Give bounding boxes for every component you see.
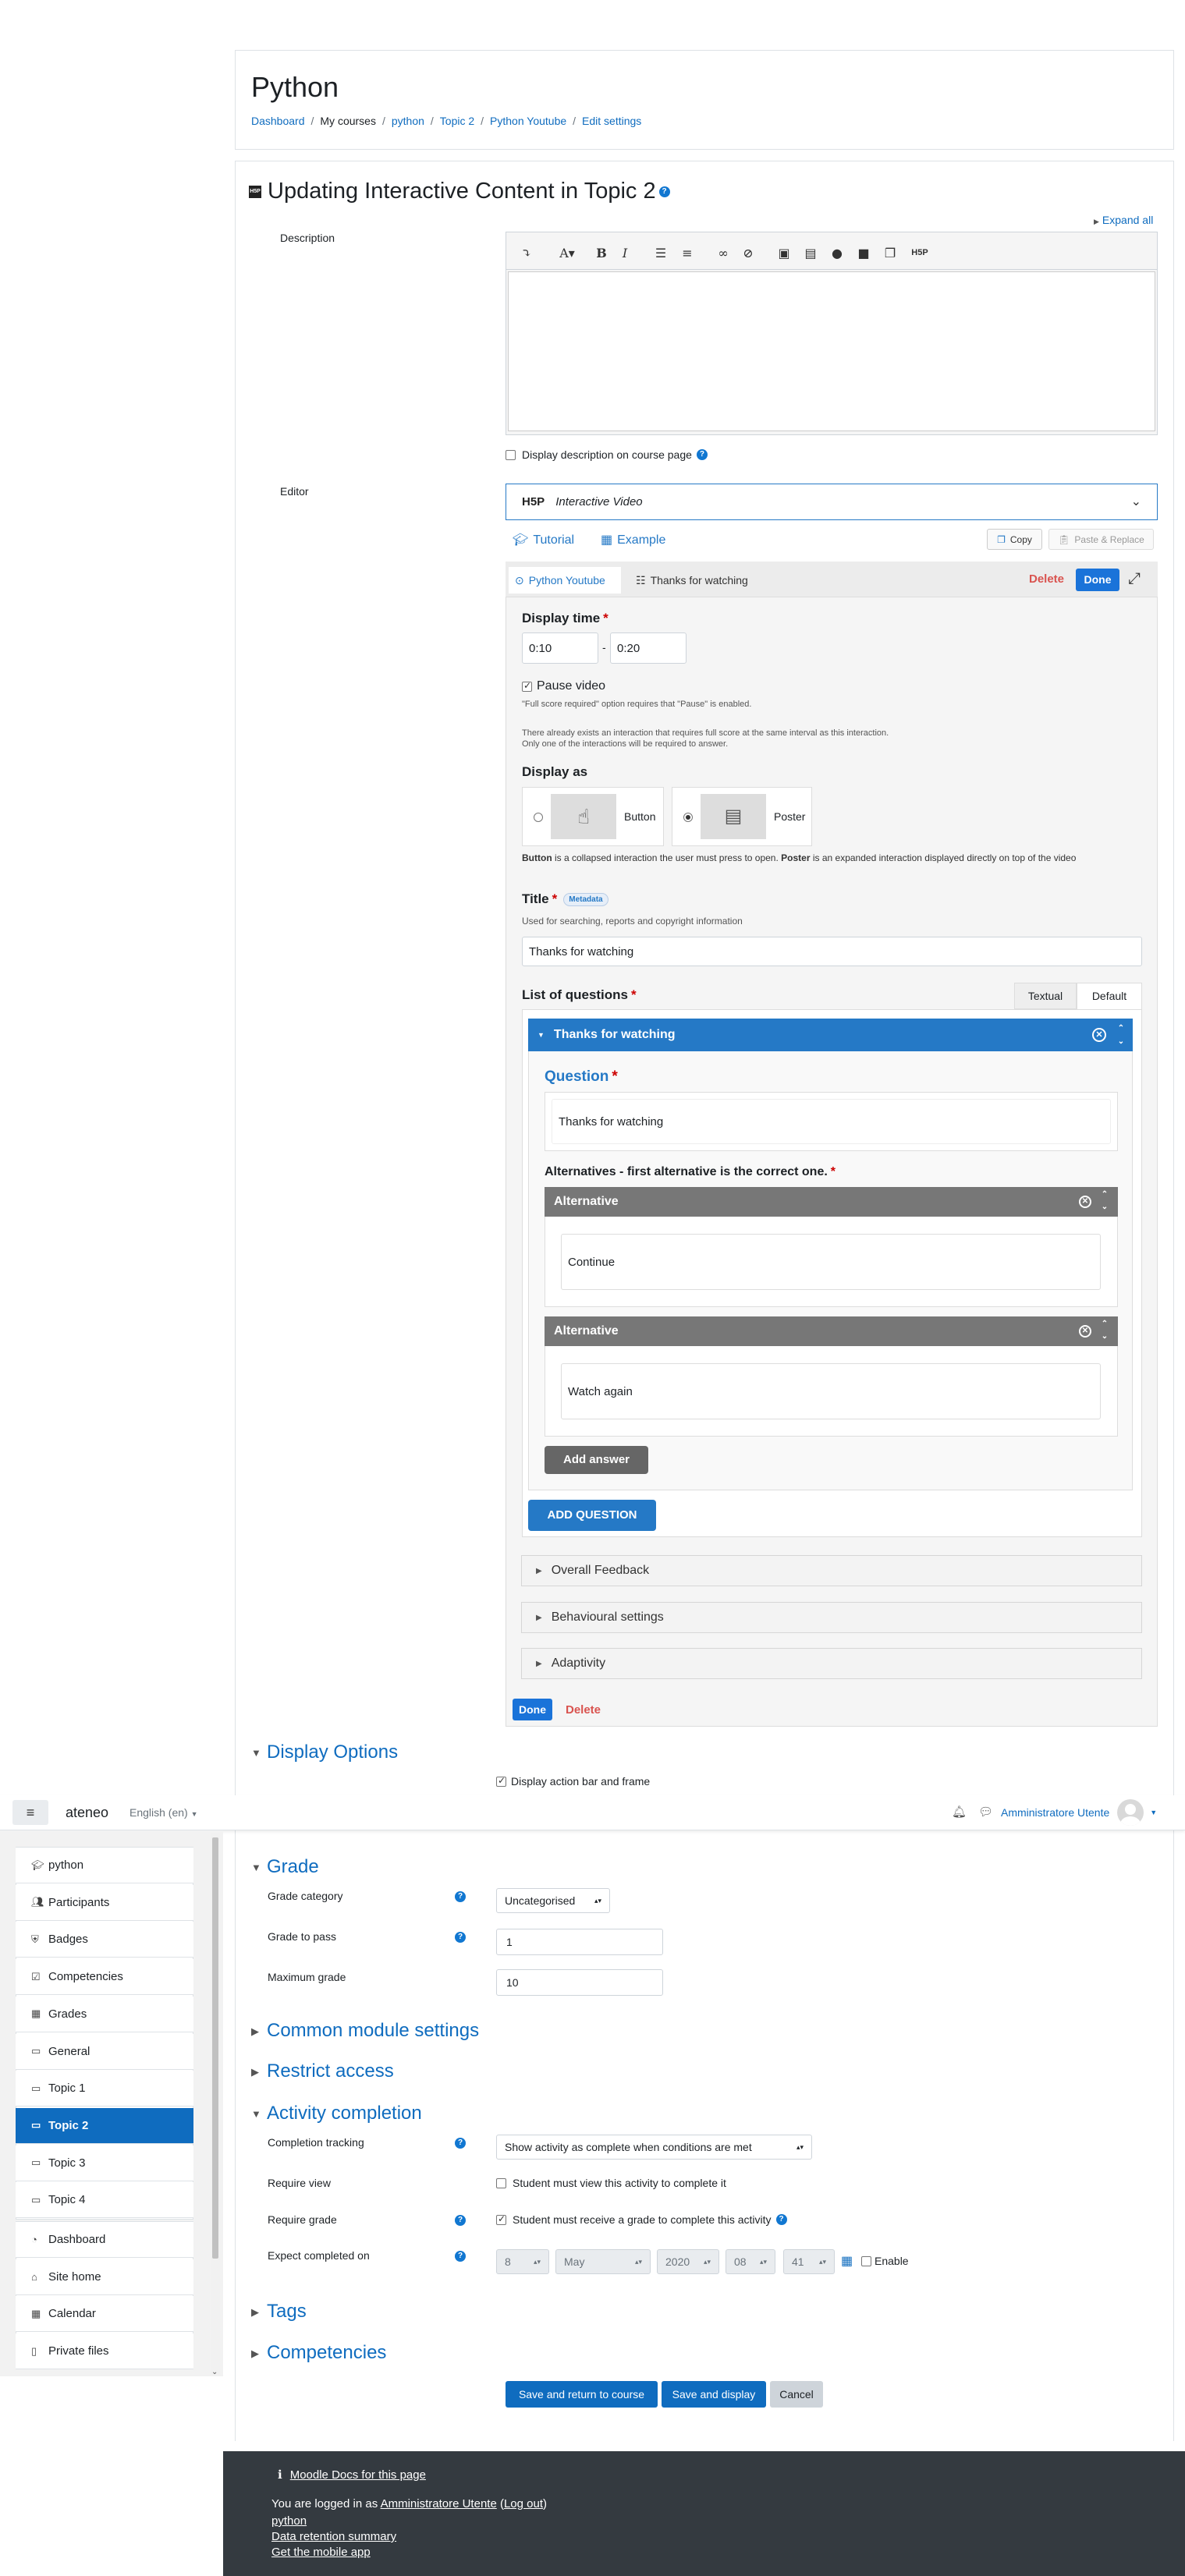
example-icon: ▦ — [601, 533, 613, 547]
data-retention-link[interactable]: Data retention summary — [271, 2530, 397, 2543]
overall-feedback-section[interactable]: ▶ Overall Feedback — [521, 1555, 1142, 1586]
video-icon[interactable]: ■ — [857, 245, 870, 260]
sidebar-item-label: Topic 4 — [48, 2193, 86, 2207]
save-return-button[interactable]: Save and return to course — [506, 2381, 658, 2408]
caret-right-icon: ▶ — [1094, 218, 1099, 225]
display-as-label: Display as — [522, 764, 588, 779]
media-icon[interactable]: ▤ — [804, 245, 817, 260]
help-icon[interactable]: ? — [659, 186, 670, 197]
logged-in-info: You are logged in as Amministratore Utente (Log out) — [271, 2497, 548, 2510]
question-group-header[interactable]: ▼ Thanks for watching ✕ ⌃ ⌄ — [528, 1019, 1133, 1051]
info-icon: ℹ — [278, 2468, 282, 2482]
default-tab[interactable]: Default — [1077, 983, 1142, 1009]
help-icon[interactable]: ? — [776, 2214, 787, 2225]
display-action-bar-option: ✓ Display action bar and frame — [496, 1775, 650, 1788]
toolbar-toggle-icon[interactable]: ⤵ — [521, 245, 532, 260]
graduation-cap-icon: 🎓︎ — [513, 533, 529, 547]
caret-right-icon: ▶ — [251, 2305, 259, 2318]
drawer-toggle-button[interactable]: ≡ — [12, 1800, 48, 1825]
sidebar-item-label: Site home — [48, 2270, 101, 2284]
tags-header[interactable]: ▶ Tags — [251, 2301, 307, 2322]
completion-tracking-select[interactable]: Show activity as complete when conditions are met ▴▾ — [496, 2135, 812, 2160]
calendar-icon[interactable]: ▦ — [841, 2255, 853, 2268]
paste-replace-button[interactable]: 📋︎ Paste & Replace — [1048, 529, 1154, 550]
caret-down-icon: ▼ — [1150, 1809, 1158, 1816]
paste-icon: 📋︎ — [1058, 533, 1070, 545]
sidebar-item-label: Dashboard — [48, 2233, 106, 2246]
breadcrumb-activity[interactable]: Python Youtube — [490, 115, 567, 127]
list-questions-label: List of questions * — [522, 987, 637, 1002]
competencies-header[interactable]: ▶ Competencies — [251, 2342, 387, 2363]
add-question-button[interactable]: ADD QUESTION — [528, 1500, 656, 1531]
time-to-input[interactable]: 0:20 — [610, 632, 687, 664]
graduation-cap-icon: 🎓︎ — [31, 1858, 44, 1871]
delete-link-bottom[interactable]: Delete — [566, 1703, 601, 1717]
page-header-card — [235, 50, 1174, 150]
breadcrumb: Dashboard / My courses / python / Topic 2 / Python Youtube / Edit settings — [251, 115, 642, 127]
grade-category-select[interactable]: Uncategorised ▴▾ — [496, 1888, 610, 1913]
example-link[interactable]: ▦ Example — [601, 533, 666, 547]
unlink-icon[interactable]: ⊘ — [743, 245, 754, 260]
select-arrows-icon: ▴▾ — [594, 1896, 601, 1905]
behavioural-settings-section[interactable]: ▶ Behavioural settings — [521, 1602, 1142, 1633]
enable-date-option: Enable — [861, 2255, 909, 2267]
bold-icon[interactable]: B — [596, 245, 607, 260]
display-as-button-option[interactable]: ☝︎ Button — [522, 787, 664, 846]
page-title: Python — [251, 71, 339, 103]
day-select[interactable]: 8 ▴▾ — [496, 2249, 549, 2274]
help-icon[interactable]: ? — [455, 1891, 466, 1902]
reorder-arrows-icon[interactable]: ⌃ ⌄ — [1101, 1190, 1109, 1211]
require-view-checkbox[interactable] — [496, 2178, 506, 2188]
button-preview-icon: ☝︎ — [551, 794, 616, 839]
select-arrows-icon: ▴▾ — [703, 2257, 711, 2266]
expand-all-link[interactable]: ▶ Expand all — [1094, 214, 1154, 226]
user-menu[interactable]: Amministratore Utente ▼ — [1001, 1799, 1157, 1826]
avatar — [1117, 1799, 1144, 1826]
enable-checkbox[interactable] — [861, 2256, 871, 2266]
bullet-list-icon[interactable]: ☰ — [655, 245, 667, 260]
caret-down-icon: ▼ — [251, 2108, 261, 2121]
caret-right-icon: ▶ — [536, 1566, 542, 1575]
numbered-list-icon[interactable]: ≡ — [682, 245, 693, 260]
display-description-option: Display description on course page ? — [506, 448, 708, 461]
folder-icon: ▭ — [31, 2045, 41, 2057]
display-options-header[interactable]: ▼ Display Options — [251, 1742, 399, 1763]
require-grade-checkbox[interactable] — [496, 2215, 506, 2225]
metadata-button[interactable]: Metadata — [563, 893, 608, 906]
sidebar-item-participants[interactable] — [16, 1885, 193, 1921]
title-input[interactable]: Thanks for watching — [522, 937, 1142, 966]
sidebar-item-general[interactable] — [16, 2034, 193, 2070]
h5p-insert-icon[interactable]: H5P — [911, 248, 928, 257]
manage-files-icon[interactable]: ❐ — [884, 245, 896, 260]
footer-links — [271, 2514, 396, 2560]
tab-thanks-for-watching[interactable]: ☷ Thanks for watching — [636, 573, 748, 586]
caret-right-icon: ▶ — [251, 2025, 259, 2037]
caret-right-icon: ▶ — [251, 2065, 259, 2078]
fullscreen-icon[interactable]: ⤢ — [1128, 570, 1141, 587]
folder-icon: ▭ — [31, 2156, 41, 2169]
remove-alternative-icon[interactable]: ✕ — [1079, 1325, 1091, 1338]
add-answer-button[interactable]: Add answer — [545, 1446, 648, 1474]
full-score-warning: There already exists an interaction that requires full score at the same interval as this interaction. Only one of the interactions will be required to answer. — [522, 728, 889, 749]
caret-right-icon: ▶ — [251, 2347, 259, 2359]
year-select[interactable]: 2020 ▴▾ — [657, 2249, 719, 2274]
select-arrows-icon: ▴▾ — [759, 2257, 767, 2266]
users-icon: 👥︎ — [31, 1896, 44, 1908]
alternative-input[interactable]: Watch again — [561, 1363, 1101, 1419]
minute-select[interactable]: 41 ▴▾ — [783, 2249, 835, 2274]
sidebar-item-python[interactable] — [16, 1848, 193, 1883]
textual-tab[interactable]: Textual — [1014, 983, 1077, 1009]
breadcrumb-my-courses: My courses — [320, 115, 376, 127]
tab-python-youtube[interactable]: ⊙ Python Youtube — [509, 567, 621, 594]
maximum-grade-label: Maximum grade — [268, 1971, 346, 1983]
hvp-type-selector[interactable]: H5P Interactive Video ⌄ — [506, 484, 1158, 520]
select-arrows-icon: ▴▾ — [533, 2257, 541, 2266]
alternative-header-1[interactable]: Alternative ✕ ⌃ ⌄ — [545, 1187, 1118, 1217]
cancel-button[interactable]: Cancel — [770, 2381, 823, 2408]
sidebar-item-topic-1[interactable] — [16, 2071, 193, 2107]
alternative-body-1 — [545, 1217, 1118, 1307]
folder-icon: ▭ — [31, 2193, 41, 2206]
sidebar-item-label: python — [48, 1858, 84, 1872]
done-button[interactable]: Done — [1076, 569, 1119, 591]
pause-note: "Full score required" option requires that "Pause" is enabled. — [522, 700, 752, 709]
question-input[interactable]: Thanks for watching — [552, 1099, 1111, 1144]
link-icon[interactable]: ∞ — [718, 245, 729, 260]
breadcrumb-edit-settings[interactable]: Edit settings — [582, 115, 642, 127]
dashboard-icon: ◔ — [31, 2234, 37, 2245]
play-icon: ⊙ — [515, 573, 524, 586]
display-as-poster-option[interactable]: ▤ Poster — [672, 787, 812, 846]
hour-select[interactable]: 08 ▴▾ — [726, 2249, 775, 2274]
mobile-app-link[interactable]: Get the mobile app — [271, 2546, 371, 2559]
remove-question-icon[interactable]: ✕ — [1092, 1028, 1106, 1042]
site-name[interactable]: ateneo — [66, 1805, 109, 1820]
caret-down-icon: ▼ — [190, 1810, 198, 1818]
radio-poster[interactable] — [683, 813, 693, 822]
select-arrows-icon: ▴▾ — [634, 2257, 642, 2266]
title-help: Used for searching, reports and copyright information — [522, 916, 743, 927]
sidebar-item-topic-4[interactable] — [16, 2182, 193, 2218]
editor-label: Editor — [280, 485, 309, 498]
alternative-body-2 — [545, 1346, 1118, 1437]
sidebar-item-label: Competencies — [48, 1970, 123, 1984]
drawer-scrollbar[interactable] — [211, 1833, 220, 2375]
pause-video-option: ✓ Pause video — [522, 679, 605, 693]
copy-icon: ❐ — [997, 533, 1006, 545]
sidebar-item-competencies[interactable] — [16, 1959, 193, 1995]
sidebar-item-label: Grades — [48, 2007, 87, 2021]
display-as-description: Button is a collapsed interaction the user must press to open. Poster is an expanded interaction displayed directly on top of the video — [522, 852, 1077, 863]
restrict-access-header[interactable]: ▶ Restrict access — [251, 2060, 394, 2082]
alternative-header-2[interactable]: Alternative ✕ ⌃ ⌄ — [545, 1316, 1118, 1346]
scroll-down-arrow-icon[interactable]: ⌄ — [211, 2368, 218, 2376]
expect-completed-label: Expect completed on — [268, 2249, 370, 2262]
caret-right-icon: ▶ — [536, 1613, 542, 1622]
form-heading: H5P Updating Interactive Content in Topic 2 ? — [249, 179, 670, 204]
breadcrumb-python[interactable]: python — [391, 115, 424, 127]
select-arrows-icon: ▴▾ — [796, 2142, 804, 2151]
require-view-label: Require view — [268, 2177, 331, 2189]
sidebar-item-label: Topic 1 — [48, 2082, 86, 2096]
description-textarea[interactable] — [508, 271, 1155, 431]
sidebar-item-label: Topic 2 — [48, 2118, 89, 2132]
sidebar-item-label: Badges — [48, 1933, 88, 1947]
time-separator: - — [602, 641, 606, 654]
require-view-option: Student must view this activity to complete it — [496, 2177, 726, 2189]
calendar-icon: ▦ — [31, 2307, 41, 2319]
require-grade-label: Require grade — [268, 2213, 337, 2226]
maximum-grade-input[interactable]: 10 — [496, 1969, 663, 1996]
display-time-label: Display time * — [522, 611, 608, 625]
activity-completion-header[interactable]: ▼ Activity completion — [251, 2103, 422, 2124]
navbar — [0, 1795, 1185, 1830]
pause-video-checkbox[interactable] — [522, 682, 532, 692]
footer-user-link[interactable]: Amministratore Utente — [380, 2497, 497, 2510]
completion-tracking-label: Completion tracking — [268, 2136, 364, 2149]
sidebar-item-label: Topic 3 — [48, 2156, 86, 2170]
sidebar-item-label: Private files — [48, 2344, 109, 2358]
table-icon: ▦ — [31, 2007, 41, 2020]
delete-interaction-link[interactable]: Delete — [1029, 572, 1065, 586]
adaptivity-section[interactable]: ▶ Adaptivity — [521, 1648, 1142, 1679]
breadcrumb-dashboard[interactable]: Dashboard — [251, 115, 305, 127]
message-icon[interactable]: 💬︎ — [978, 1805, 994, 1819]
sidebar-item-site-home[interactable] — [16, 2259, 193, 2295]
save-display-button[interactable]: Save and display — [662, 2381, 766, 2408]
sidebar-item-label: Participants — [48, 1895, 110, 1909]
description-editor — [506, 232, 1158, 435]
docs-link[interactable]: ℹ Moodle Docs for this page — [278, 2468, 426, 2482]
breadcrumb-topic-2[interactable]: Topic 2 — [439, 115, 475, 127]
caret-down-icon: ▼ — [251, 1747, 261, 1759]
help-icon[interactable]: ? — [455, 2215, 466, 2226]
sidebar-item-calendar[interactable] — [16, 2296, 193, 2332]
alternative-input[interactable]: Continue — [561, 1234, 1101, 1290]
caret-right-icon: ▶ — [536, 1659, 542, 1668]
action-bar-checkbox[interactable] — [496, 1777, 506, 1787]
page-footer — [223, 2451, 1185, 2576]
bell-icon[interactable]: 🔔︎ — [952, 1805, 967, 1819]
alternatives-label: Alternatives - first alternative is the correct one. * — [545, 1165, 836, 1178]
sidebar-item-grades[interactable] — [16, 1997, 193, 2032]
folder-icon: ▭ — [31, 2082, 41, 2094]
radio-button[interactable] — [534, 813, 543, 822]
sidebar-item-label: General — [48, 2044, 90, 2058]
language-menu[interactable]: English (en) ▼ — [129, 1806, 198, 1819]
footer-course-link[interactable]: python — [271, 2514, 307, 2528]
help-icon[interactable]: ? — [455, 1932, 466, 1943]
italic-icon[interactable]: I — [622, 245, 628, 260]
grade-category-label: Grade category — [268, 1890, 343, 1902]
chevron-down-icon: ⌄ — [1130, 495, 1141, 508]
question-editor — [545, 1092, 1118, 1151]
shield-icon: ⛨ — [31, 1933, 39, 1945]
tutorial-link[interactable]: 🎓︎ Tutorial — [513, 533, 575, 547]
check-square-icon: ☑ — [31, 1970, 41, 1982]
help-icon[interactable]: ? — [455, 2251, 466, 2262]
grade-section-header[interactable]: ▼ Grade — [251, 1856, 319, 1877]
list-icon: ☷ — [636, 573, 646, 586]
image-icon[interactable]: ▣ — [778, 245, 790, 260]
sidebar-item-topic-3[interactable] — [16, 2145, 193, 2181]
home-icon: ⌂ — [31, 2270, 37, 2283]
sidebar-item-label: Calendar — [48, 2307, 96, 2321]
editor-toolbar — [506, 232, 1157, 270]
logout-link[interactable]: Log out — [503, 2497, 544, 2510]
help-icon[interactable]: ? — [455, 2138, 466, 2149]
done-button-bottom[interactable]: Done — [513, 1699, 552, 1720]
copy-button[interactable]: ❐ Copy — [987, 529, 1042, 550]
require-grade-option: ✓ Student must receive a grade to complete this activity ? — [496, 2213, 787, 2226]
reorder-arrows-icon[interactable]: ⌃ ⌄ — [1101, 1320, 1109, 1341]
h5p-logo: H5P — [522, 495, 545, 508]
title-label: Title * Metadata — [522, 891, 608, 907]
folder-icon: ▭ — [31, 2119, 41, 2131]
time-from-input[interactable]: 0:10 — [522, 632, 598, 664]
sidebar-item-badges[interactable] — [16, 1922, 193, 1958]
description-label: Description — [280, 232, 335, 244]
display-description-checkbox[interactable] — [506, 450, 516, 460]
select-arrows-icon: ▴▾ — [818, 2257, 826, 2266]
caret-down-icon: ▼ — [251, 1862, 261, 1874]
poster-preview-icon: ▤ — [701, 794, 766, 839]
sidebar-item-private-files[interactable] — [16, 2333, 193, 2369]
question-label: Question * — [545, 1068, 618, 1085]
common-module-settings-header[interactable]: ▶ Common module settings — [251, 2020, 480, 2041]
sidebar-item-dashboard[interactable] — [16, 2222, 193, 2258]
grade-to-pass-label: Grade to pass — [268, 1930, 336, 1943]
month-select[interactable]: May ▴▾ — [555, 2249, 651, 2274]
reorder-arrows-icon[interactable]: ⌃ ⌄ — [1117, 1024, 1125, 1046]
help-icon[interactable]: ? — [697, 449, 708, 460]
remove-alternative-icon[interactable]: ✕ — [1079, 1196, 1091, 1208]
hvp-activity-icon: H5P — [249, 186, 261, 198]
sidebar-item-topic-2[interactable] — [16, 2108, 193, 2144]
microphone-icon[interactable]: ● — [832, 245, 843, 260]
grade-to-pass-input[interactable]: 1 — [496, 1929, 663, 1955]
caret-down-icon: ▼ — [538, 1031, 545, 1039]
font-size-icon[interactable]: A▾ — [559, 245, 575, 260]
file-icon: ▯ — [31, 2344, 37, 2357]
